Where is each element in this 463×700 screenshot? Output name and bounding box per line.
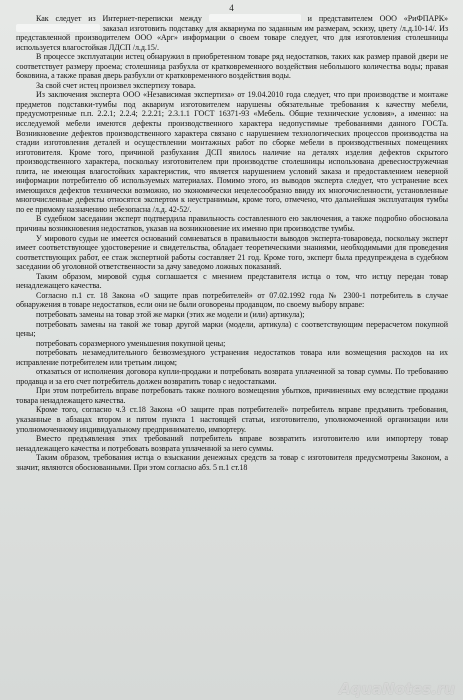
paragraph-return: Вместо предъявления этих требований потребитель вправе возвратить изготовителю или импортеру товар ненадлежащего качества и потребовать возврата уплаченной за него суммы. bbox=[16, 434, 448, 453]
redacted-name bbox=[209, 14, 301, 22]
paragraph-1-start: Как следует из Интернет-переписки между bbox=[36, 14, 202, 23]
paragraph-1-middle: и представителем ООО «РиФПАРК» bbox=[307, 14, 448, 23]
paragraph-conclusion: Таким образом, мировой судья соглашается с мнением представителя истца о том, что истцу передан товар ненадлежащего качества. bbox=[16, 271, 448, 291]
list-item: отказаться от исполнения договора купли-продажи и потребовать возврата уплаченной за товар суммы. По требованию продавца и за его счет потребитель должен возвратить товар с недостатками. bbox=[16, 367, 448, 386]
paragraph-judge-assessment: У мирового судьи не имеется оснований сомневаться в правильности выводов эксперта-товароведа, поскольку эксперт имеет соответствующее удостоверение и свидетельства, обладает теоретическими знаниями, необходимыми для проведения соответствующих работ, ее стаж экспертной работы составляет 21 год. Кроме того, эксперт была предупреждена в судебном заседании об уголовной ответственности за дачу заведомо ложных показаний. bbox=[16, 233, 448, 272]
redacted-name bbox=[16, 24, 100, 32]
list-item: потребовать замены на такой же товар другой марки (модели, артикула) с соответствующим перерасчетом покупной цены; bbox=[16, 319, 448, 339]
paragraph-court-session: В судебном заседании эксперт подтвердила правильность составленного ею заключения, а также подробно обосновала причины возникновения недостатков, указав на возникновение их именно при производстве тумбы. bbox=[16, 214, 448, 234]
paragraph-part-3: Кроме того, согласно ч.3 ст.18 Закона «О защите прав потребителей» потребитель вправе предъявить требования, указанные в абзацах втором и пятом пункта 1 настоящей статьи, изготовителю, уполномоченной организации или уполномоченному индивидуальному предпринимателю, импортеру. bbox=[16, 405, 448, 434]
list-item: потребовать замены на товар этой же марки (этих же модели и (или) артикула); bbox=[36, 309, 305, 319]
paragraph-defects: В процессе эксплуатации истец обнаружил в приобретенном товаре ряд недостатков, таких как размер правой двери не соответствует размеру проема; столешница разбухла от кратковременного воздействия небольшого количества воды; правая боковина, а также правая дверь разбухли от кратковременного воздействия воды. bbox=[16, 52, 448, 81]
watermark-logo: AquaNotes.ru bbox=[338, 680, 455, 698]
page-number: 4 bbox=[229, 3, 234, 13]
paragraph-expertise: За свой счет истец произвел экспертизу товара. bbox=[36, 80, 196, 90]
paragraph-1-end: заказал изготовить подставку для аквариума по заданным им размерам, эскизу, цвету /л.д.10-14/. Из представленной производителем ООО «Арг» информации о своем товаре следует, что для изготовления столешницы используется влагостойкая ЛДСП /л.д.15/. bbox=[16, 23, 448, 52]
paragraph-1 bbox=[16, 14, 448, 52]
list-item: потребовать незамедлительного безвозмездного устранения недостатков товара или возмещения расходов на их исправление потребителем или третьим лицом; bbox=[16, 348, 448, 367]
paragraph-damages: При этом потребитель вправе потребовать также полного возмещения убытков, причиненных ему вследствие продажи товара ненадлежащего качества. bbox=[16, 386, 448, 405]
paragraph-law-article: Согласно п.1 ст. 18 Закона «О защите прав потребителей» от 07.02.1992 года № 2300-1 потребитель в случае обнаружения в товаре недостатков, если они не были оговорены продавцом, по своему выбору вправе: bbox=[16, 290, 448, 310]
list-item: потребовать соразмерного уменьшения покупной цены; bbox=[36, 338, 226, 348]
paragraph-final: Таким образом, требования истца о взыскании денежных средств за товар с изготовителя предусмотрены Законом, а значит, являются обоснованными. При этом согласно абз. 5 п.1 ст.18 bbox=[16, 453, 448, 472]
paragraph-expert-conclusion: Из заключения эксперта ООО «Независимая экспертиза» от 19.04.2010 года следует, что при производстве и монтаже предметов подставки-тумбы под аквариум изготовителем нарушены обязательные требования к качеству мебели, предусмотренные п.п. 2.2.1; 2.2.4; 2.2.21; 2.3.1.1 ГОСТ 16371-93 «Мебель. Общие технические условия», а именно: на исследуемой мебели имеются дефекты производственного характера недопустимые требованиями данного ГОСТа. Возникновение дефектов производственного характера связано с нарушением технологических процессов производства на стадии изготовления деталей и осуществлении монтажных работ по сборке мебели в производственных помещениях изготовителя. Кроме того, причиной разбухания ДСП явилось наличие на деталях изделия дефектов скрытого производственного характера, поскольку изготовителем при производстве столешницы использована древесностружечная плита, не имеющая влагостойких характеристик, что является нарушением условий заказа и предоставлением неверной информации потребителю об используемых материалах. Помимо этого, из выводов эксперта следует, что устранение всех имеющихся дефектов технически возможно, но экономически нецелесообразно ввиду их многочисленности, установленные многочисленные дефекты относятся экспертом к неустранимым, кроме того, отмечено, что дальнейшая эксплуатация тумбы по ее прямому назначению небезопасна /л.д. 42-52/. bbox=[16, 90, 448, 214]
document-body bbox=[16, 14, 448, 472]
